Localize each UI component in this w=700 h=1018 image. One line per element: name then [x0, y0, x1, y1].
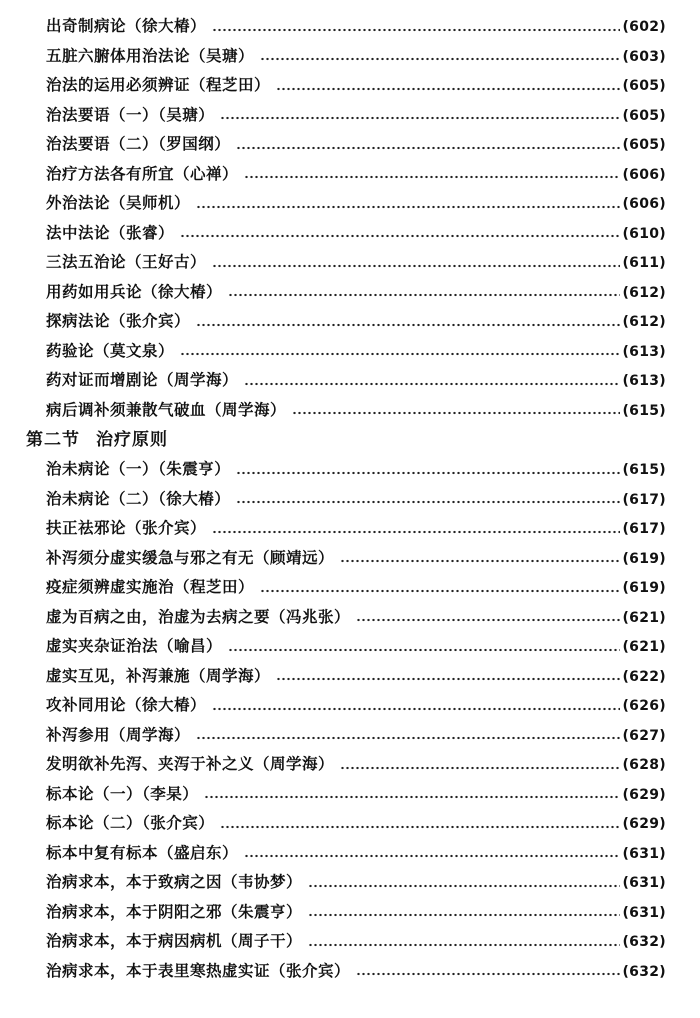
- dot-leader: [308, 884, 620, 888]
- toc-entry-title: 药验论（莫文泉）: [46, 341, 175, 360]
- toc-entry-page: (628): [622, 757, 666, 773]
- toc-entry: [46, 337, 666, 367]
- toc-group-2: [0, 455, 700, 986]
- toc-entry: [46, 219, 666, 249]
- toc-entry-title: 疫症须辨虚实施治（程芝田）: [46, 578, 255, 596]
- toc-entry: [46, 130, 666, 160]
- toc-entry: [46, 927, 666, 957]
- toc-entry: [46, 898, 666, 928]
- dot-leader: [236, 471, 620, 475]
- dot-leader: [356, 972, 620, 976]
- dot-leader: [196, 736, 620, 740]
- toc-entry-title: 病后调补须兼散气破血（周学海）: [46, 400, 287, 419]
- toc-entry-page: (606): [622, 166, 666, 183]
- toc-entry: [46, 160, 666, 190]
- toc-entry-page: (619): [622, 580, 666, 596]
- toc-entry: [46, 691, 666, 721]
- dot-leader: [236, 500, 620, 504]
- toc-entry-page: (605): [622, 107, 666, 124]
- toc-entry-title: 虚实互见，补泻兼施（周学海）: [46, 666, 271, 685]
- dot-leader: [196, 323, 620, 327]
- toc-entry-page: (617): [622, 491, 666, 508]
- toc-entry-title: 用药如用兵论（徐大椿）: [46, 282, 223, 301]
- toc-entry-title: 补泻须分虚实缓急与邪之有无（顾靖远）: [46, 548, 335, 567]
- toc-entry-page: (631): [622, 845, 666, 862]
- toc-entry: [46, 189, 666, 219]
- toc-entry-page: (605): [622, 78, 666, 94]
- dot-leader: [204, 795, 620, 799]
- toc-entry: [46, 71, 666, 101]
- toc-entry: [46, 278, 666, 308]
- toc-entry: [46, 396, 666, 426]
- dot-leader: [276, 677, 620, 681]
- toc-entry-title: 探病法论（张介宾）: [46, 312, 191, 330]
- toc-entry-title: 标本中复有标本（盛启东）: [46, 843, 239, 862]
- section-heading: [26, 425, 700, 455]
- toc-entry-title: 治疗方法各有所宜（心禅）: [46, 164, 239, 183]
- toc-entry-title: 治病求本，本于致病之因（韦协梦）: [46, 873, 303, 891]
- dot-leader: [244, 854, 620, 858]
- toc-entry-page: (631): [622, 875, 666, 891]
- toc-entry-page: (611): [622, 255, 666, 271]
- dot-leader: [308, 913, 620, 917]
- toc-entry-page: (619): [622, 550, 666, 567]
- toc-entry-title: 虚为百病之由，治虚为去病之要（冯兆张）: [46, 607, 351, 626]
- dot-leader: [276, 87, 620, 91]
- dot-leader: [220, 116, 620, 120]
- dot-leader: [212, 264, 620, 268]
- toc-entry-page: (603): [622, 48, 666, 65]
- toc-entry-page: (627): [622, 727, 666, 744]
- toc-entry-title: 五脏六腑体用治法论（吴瑭）: [46, 46, 255, 65]
- toc-entry-page: (617): [622, 521, 666, 537]
- toc-entry: [46, 42, 666, 72]
- toc-entry: [46, 721, 666, 751]
- toc-entry: [46, 780, 666, 810]
- section-number: 第二节: [26, 430, 80, 450]
- toc-entry: [46, 957, 666, 987]
- toc-entry-page: (622): [622, 668, 666, 685]
- dot-leader: [356, 618, 620, 622]
- toc-entry: [46, 12, 666, 42]
- toc-entry-title: 治病求本，本于表里寒热虚实证（张介宾）: [46, 961, 351, 980]
- toc-entry: [46, 544, 666, 574]
- dot-leader: [236, 146, 620, 150]
- dot-leader: [244, 175, 620, 179]
- toc-entry-page: (631): [622, 904, 666, 921]
- toc-entry-title: 治未病论（一）（朱震亨）: [46, 460, 231, 478]
- toc-entry-page: (621): [622, 609, 666, 626]
- section-title: 治疗原则: [96, 430, 168, 450]
- toc-entry-page: (612): [622, 314, 666, 330]
- toc-entry-title: 攻补同用论（徐大椿）: [46, 696, 207, 714]
- dot-leader: [212, 530, 620, 534]
- toc-entry: [46, 366, 666, 396]
- toc-entry-page: (632): [622, 934, 666, 950]
- toc-entry-page: (613): [622, 373, 666, 389]
- toc-entry-title: 治法的运用必须辨证（程芝田）: [46, 76, 271, 94]
- toc-entry-title: 三法五治论（王好古）: [46, 253, 207, 271]
- toc-entry-title: 治病求本，本于病因病机（周子干）: [46, 932, 303, 950]
- dot-leader: [228, 293, 620, 297]
- toc-entry: [46, 514, 666, 544]
- toc-entry-title: 虚实夹杂证治法（喻昌）: [46, 637, 223, 655]
- toc-entry-title: 治法要语（一）（吴瑭）: [46, 105, 215, 124]
- toc-entry-title: 药对证而增剧论（周学海）: [46, 371, 239, 389]
- dot-leader: [260, 57, 620, 61]
- toc-entry-title: 治病求本，本于阴阳之邪（朱震亨）: [46, 902, 303, 921]
- dot-leader: [260, 589, 620, 593]
- dot-leader: [212, 28, 620, 32]
- toc-entry-title: 治法要语（二）（罗国纲）: [46, 135, 231, 153]
- toc-entry: [46, 662, 666, 692]
- toc-entry: [46, 839, 666, 869]
- toc-entry-title: 标本论（二）（张介宾）: [46, 814, 215, 832]
- dot-leader: [308, 943, 620, 947]
- toc-entry: [46, 868, 666, 898]
- toc-entry-title: 治未病论（二）（徐大椿）: [46, 489, 231, 508]
- toc-entry-title: 法中法论（张睿）: [46, 223, 175, 242]
- toc-entry: [46, 750, 666, 780]
- toc-group-1: [0, 12, 700, 425]
- toc-entry: [46, 101, 666, 131]
- toc-entry-page: (615): [622, 402, 666, 419]
- toc-entry: [46, 455, 666, 485]
- toc-entry-title: 外治法论（吴师机）: [46, 194, 191, 212]
- toc-entry-page: (615): [622, 462, 666, 478]
- dot-leader: [180, 234, 620, 238]
- dot-leader: [180, 352, 620, 356]
- toc-entry: [46, 632, 666, 662]
- toc-entry-page: (626): [622, 698, 666, 714]
- dot-leader: [340, 559, 620, 563]
- toc-entry-page: (602): [622, 19, 666, 35]
- toc-entry-page: (632): [622, 963, 666, 980]
- toc-entry-title: 扶正祛邪论（张介宾）: [46, 519, 207, 537]
- toc-entry-page: (621): [622, 639, 666, 655]
- dot-leader: [292, 411, 620, 415]
- toc-entry: [46, 485, 666, 515]
- toc-entry-page: (606): [622, 196, 666, 212]
- toc-entry: [46, 307, 666, 337]
- dot-leader: [228, 648, 620, 652]
- toc-entry-page: (629): [622, 816, 666, 832]
- toc-entry-page: (605): [622, 137, 666, 153]
- toc-entry-title: 出奇制病论（徐大椿）: [46, 17, 207, 35]
- dot-leader: [212, 707, 620, 711]
- toc-entry: [46, 603, 666, 633]
- dot-leader: [220, 825, 620, 829]
- dot-leader: [196, 205, 620, 209]
- toc-entry-page: (613): [622, 343, 666, 360]
- dot-leader: [340, 766, 620, 770]
- toc-entry-page: (612): [622, 284, 666, 301]
- dot-leader: [244, 382, 620, 386]
- toc-entry: [46, 809, 666, 839]
- toc-entry: [46, 573, 666, 603]
- toc-entry-title: 标本论（一）（李杲）: [46, 784, 199, 803]
- toc-entry-title: 补泻参用（周学海）: [46, 725, 191, 744]
- toc-entry-title: 发明欲补先泻、夹泻于补之义（周学海）: [46, 755, 335, 773]
- toc-entry-page: (629): [622, 786, 666, 803]
- toc-entry: [46, 248, 666, 278]
- toc-entry-page: (610): [622, 225, 666, 242]
